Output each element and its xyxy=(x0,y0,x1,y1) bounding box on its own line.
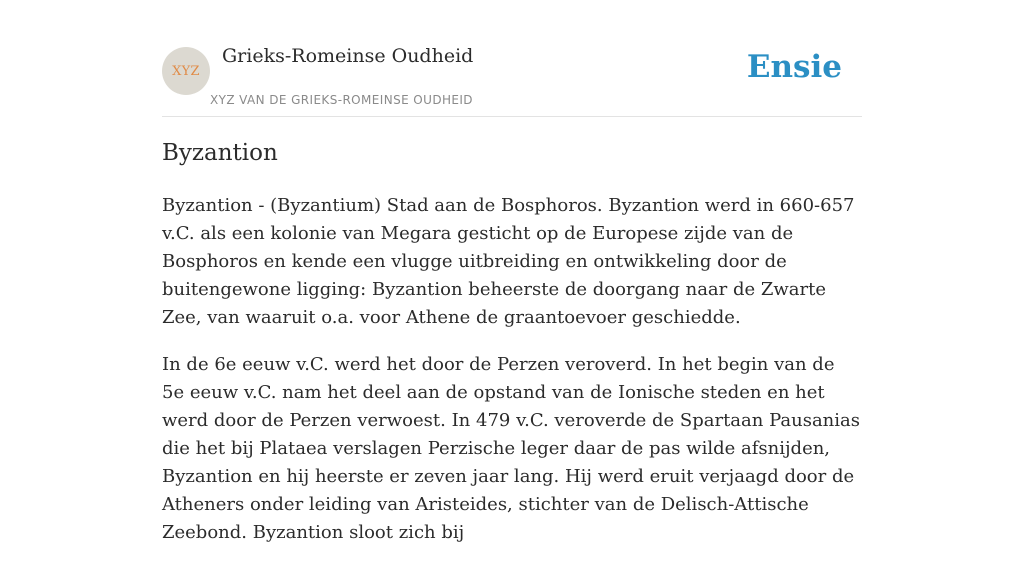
header xyxy=(162,45,862,117)
avatar-text: XYZ xyxy=(172,63,200,79)
source-title-link[interactable]: Grieks-Romeinse Oudheid xyxy=(222,45,474,67)
entry-paragraph: In de 6e eeuw v.C. werd het door de Perzen veroverd. In het begin van de 5e eeuw v.C. nam het deel aan de opstand van de Ionische steden en het werd door de Perzen verwoest. In 479 v.C. veroverde de Spartaan Pausanias die het bij Plataea verslagen Perzische leger daar de pas wilde afsnijden, Byzantion en hij heerste er zeven jaar lang. Hij werd eruit verjaagd door de Atheners onder leiding van Aristeides, stichter van de Delisch-Attische Zeebond. Byzantion sloot zich bij xyxy=(162,354,861,543)
entry-title: Byzantion xyxy=(162,140,278,166)
entry-body xyxy=(162,192,862,566)
source-subtitle: XYZ VAN DE GRIEKS-ROMEINSE OUDHEID xyxy=(210,93,473,107)
entry-paragraph: Byzantion - (Byzantium) Stad aan de Bosphoros. Byzantion werd in 660-657 v.C. als een kolonie van Megara gesticht op de Europese zijde van de Bosphoros en kende een vlugge uitbreiding en ontwikkeling door de buitengewone ligging: Byzantion beheerste de doorgang naar de Zwarte Zee, van waaruit o.a. voor Athene de graantoevoer geschiedde. xyxy=(162,195,855,328)
ensie-logo-link[interactable]: Ensie xyxy=(746,49,842,85)
source-avatar[interactable] xyxy=(162,47,210,95)
